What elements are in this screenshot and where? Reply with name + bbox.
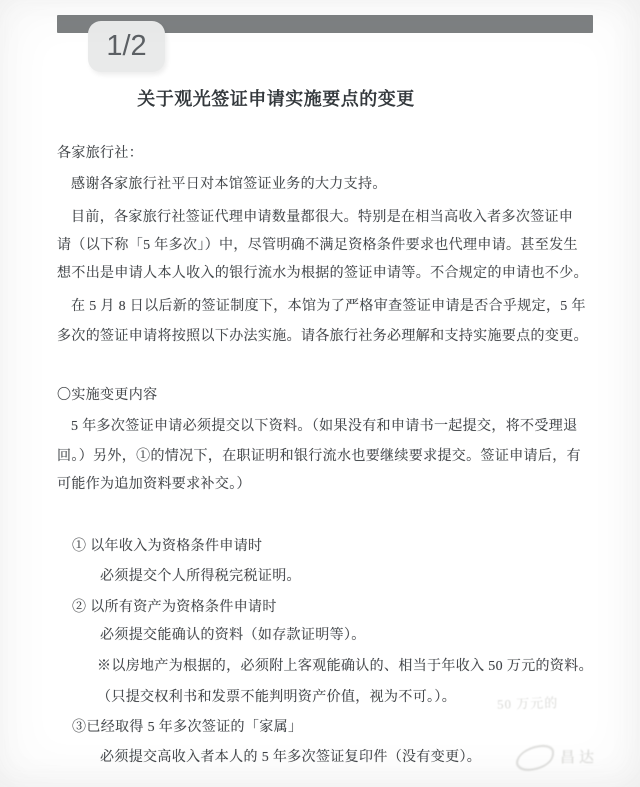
body-line-current-1: 目前，各家旅行社签证代理申请数量都很大。特别是在相当高收入者多次签证申 bbox=[71, 210, 574, 225]
section-heading: 〇实施变更内容 bbox=[57, 388, 158, 403]
page-number-label: 1/2 bbox=[106, 30, 147, 62]
body-line-policy-2: 多次的签证申请将按照以下办法实施。请各旅行社务必理解和支持实施要点的变更。 bbox=[57, 329, 588, 344]
list-item-2-detail-3: （只提交权利书和发票不能判明资产价值，视为不可。）。 bbox=[97, 690, 457, 705]
salutation: 各家旅行社： bbox=[57, 146, 144, 161]
list-item-2-heading: ② 以所有资产为资格条件申请时 bbox=[72, 600, 277, 615]
body-line-req-2: 回。）另外，①的情况下，在职证明和银行流水也要继续要求提交。签证申请后，有 bbox=[57, 449, 581, 464]
list-item-1-detail: 必须提交个人所得税完税证明。 bbox=[100, 569, 301, 584]
body-line-thanks: 感谢各家旅行社平日对本馆签证业务的大力支持。 bbox=[71, 177, 387, 192]
body-line-policy-1: 在 5 月 8 日以后新的签证制度下，本馆为了严格审查签证申请是否合乎规定，5 年 bbox=[71, 299, 586, 314]
list-item-2-detail-1: 必须提交能确认的资料（如存款证明等）。 bbox=[100, 628, 366, 643]
bleedthrough-ghost-text: 50 万元的 bbox=[496, 695, 559, 712]
list-item-3-heading: ③已经取得 5 年多次签证的「家属」 bbox=[72, 720, 303, 735]
body-line-current-3: 想不出是申请人本人收入的银行流水为根据的签证申请等。不合规定的申请也不少。 bbox=[57, 266, 588, 281]
list-item-3-detail: 必须提交高收入者本人的 5 年多次签证复印件（没有变更）。 bbox=[100, 750, 482, 765]
list-item-1-heading: ① 以年收入为资格条件申请时 bbox=[72, 539, 263, 554]
body-line-req-3: 可能作为追加资料要求补交。） bbox=[57, 477, 251, 492]
page-number-badge bbox=[88, 21, 165, 72]
bleedthrough-stamp-text: 昌达 bbox=[560, 750, 599, 766]
body-line-current-2: 请（以下称「5 年多次」）中，尽管明确不满足资格条件要求也代理申请。甚至发生 bbox=[57, 238, 578, 253]
list-item-2-detail-2: ※以房地产为根据的，必须附上客观能确认的、相当于年收入 50 万元的资料。 bbox=[97, 659, 593, 674]
document-title: 关于观光签证申请实施要点的变更 bbox=[137, 89, 415, 109]
body-line-req-1: 5 年多次签证申请必须提交以下资料。（如果没有和申请书一起提交，将不受理退 bbox=[71, 419, 578, 434]
bleedthrough-scribble-mark bbox=[515, 743, 554, 773]
